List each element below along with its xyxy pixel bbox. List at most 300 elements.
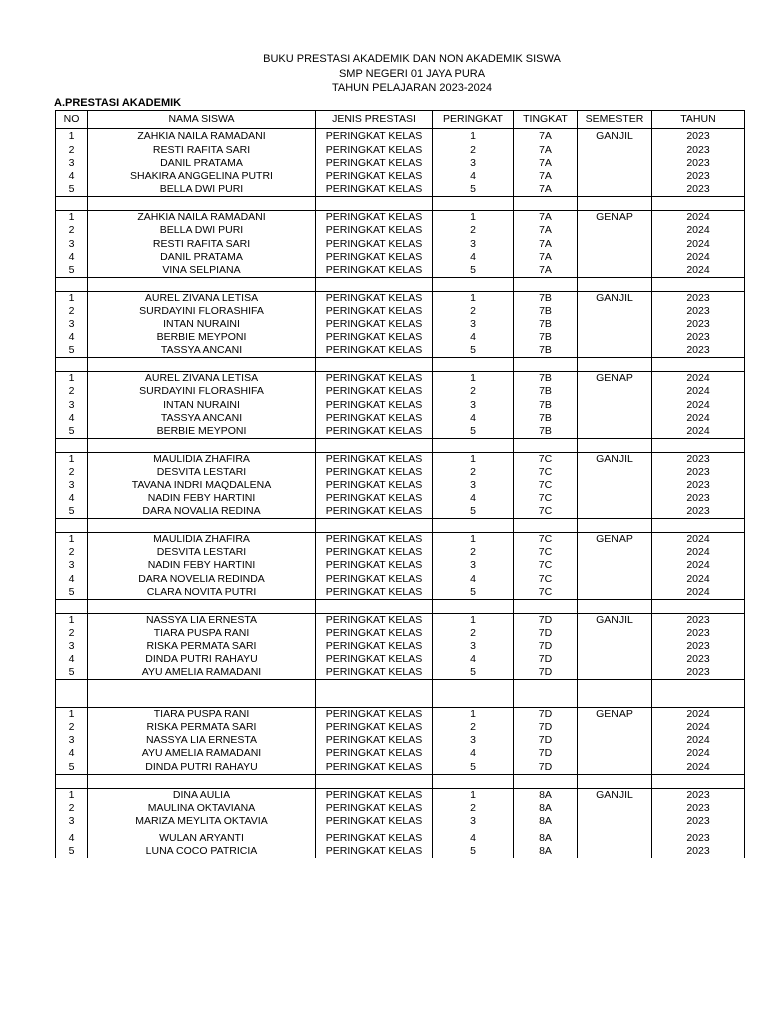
table-row — [56, 761, 745, 775]
semester — [578, 170, 652, 183]
row-number: 4 — [56, 492, 88, 505]
empty-cell — [88, 438, 316, 452]
achievement-type: PERINGKAT KELAS — [316, 708, 433, 722]
table-row — [56, 559, 745, 572]
achievement-type: PERINGKAT KELAS — [316, 721, 433, 734]
year: 2024 — [652, 573, 745, 586]
student-name: BERBIE MEYPONI — [88, 331, 316, 344]
row-number: 1 — [56, 788, 88, 802]
row-number: 3 — [56, 318, 88, 331]
semester — [578, 802, 652, 815]
year: 2024 — [652, 761, 745, 775]
table-header-row — [56, 111, 745, 129]
semester: GANJIL — [578, 129, 652, 145]
year: 2024 — [652, 425, 745, 439]
student-name: DINDA PUTRI RAHAYU — [88, 653, 316, 666]
empty-cell — [316, 519, 433, 533]
achievement-type: PERINGKAT KELAS — [316, 251, 433, 264]
rank: 3 — [433, 318, 514, 331]
separator-row — [56, 774, 745, 788]
table-row — [56, 224, 745, 237]
semester — [578, 546, 652, 559]
grade-level: 7C — [514, 573, 578, 586]
achievement-type: PERINGKAT KELAS — [316, 318, 433, 331]
table-row — [56, 640, 745, 653]
student-name: TIARA PUSPA RANI — [88, 627, 316, 640]
year: 2023 — [652, 452, 745, 466]
year: 2024 — [652, 734, 745, 747]
rank: 1 — [433, 129, 514, 145]
student-name: WULAN ARYANTI — [88, 832, 316, 845]
rank: 2 — [433, 546, 514, 559]
grade-level: 7C — [514, 586, 578, 600]
row-number: 5 — [56, 505, 88, 519]
student-name: ZAHKIA NAILA RAMADANI — [88, 129, 316, 145]
student-name: SURDAYINI FLORASHIFA — [88, 305, 316, 318]
achievement-type: PERINGKAT KELAS — [316, 832, 433, 845]
student-name: LUNA COCO PATRICIA — [88, 845, 316, 858]
semester — [578, 559, 652, 572]
table-row — [56, 747, 745, 760]
semester — [578, 747, 652, 760]
table-row — [56, 344, 745, 358]
semester — [578, 845, 652, 858]
table-row — [56, 238, 745, 251]
student-name: RESTI RAFITA SARI — [88, 144, 316, 157]
table-row — [56, 666, 745, 680]
row-number: 3 — [56, 734, 88, 747]
grade-level: 7D — [514, 653, 578, 666]
empty-cell — [88, 197, 316, 211]
student-name: NADIN FEBY HARTINI — [88, 492, 316, 505]
year: 2023 — [652, 170, 745, 183]
semester — [578, 425, 652, 439]
row-number: 3 — [56, 479, 88, 492]
achievement-type: PERINGKAT KELAS — [316, 505, 433, 519]
empty-cell — [56, 519, 88, 533]
empty-cell — [578, 197, 652, 211]
rank: 1 — [433, 291, 514, 305]
semester — [578, 238, 652, 251]
semester — [578, 157, 652, 170]
table-row — [56, 264, 745, 278]
empty-cell — [652, 438, 745, 452]
year: 2023 — [652, 318, 745, 331]
rank: 3 — [433, 399, 514, 412]
grade-level: 7D — [514, 613, 578, 627]
rank: 2 — [433, 721, 514, 734]
student-name: SHAKIRA ANGGELINA PUTRI — [88, 170, 316, 183]
grade-level: 7C — [514, 452, 578, 466]
row-number: 3 — [56, 640, 88, 653]
separator-row — [56, 197, 745, 211]
student-name: INTAN NURAINI — [88, 399, 316, 412]
table-body — [56, 111, 745, 859]
row-number: 3 — [56, 238, 88, 251]
year: 2023 — [652, 802, 745, 815]
semester: GANJIL — [578, 452, 652, 466]
empty-cell — [88, 277, 316, 291]
student-name: TAVANA INDRI MAQDALENA — [88, 479, 316, 492]
table-row — [56, 788, 745, 802]
empty-cell — [514, 680, 578, 708]
row-number: 2 — [56, 385, 88, 398]
empty-cell — [433, 599, 514, 613]
table-row — [56, 251, 745, 264]
grade-level: 7A — [514, 251, 578, 264]
grade-level: 7A — [514, 238, 578, 251]
semester — [578, 505, 652, 519]
table-row — [56, 211, 745, 225]
student-name: DANIL PRATAMA — [88, 157, 316, 170]
rank: 5 — [433, 666, 514, 680]
rank: 4 — [433, 331, 514, 344]
semester — [578, 144, 652, 157]
achievement-type: PERINGKAT KELAS — [316, 129, 433, 145]
achievement-type: PERINGKAT KELAS — [316, 653, 433, 666]
achievement-type: PERINGKAT KELAS — [316, 344, 433, 358]
rank: 1 — [433, 211, 514, 225]
empty-cell — [433, 197, 514, 211]
grade-level: 8A — [514, 802, 578, 815]
grade-level: 7B — [514, 344, 578, 358]
empty-cell — [578, 277, 652, 291]
achievement-type: PERINGKAT KELAS — [316, 452, 433, 466]
rank: 2 — [433, 144, 514, 157]
grade-level: 7D — [514, 761, 578, 775]
col-header-jenis: JENIS PRESTASI — [316, 111, 433, 129]
table-row — [56, 385, 745, 398]
student-name: NASSYA LIA ERNESTA — [88, 613, 316, 627]
empty-cell — [652, 197, 745, 211]
row-number: 5 — [56, 264, 88, 278]
empty-cell — [652, 519, 745, 533]
year: 2023 — [652, 505, 745, 519]
grade-level: 8A — [514, 845, 578, 858]
year: 2023 — [652, 640, 745, 653]
grade-level: 7A — [514, 224, 578, 237]
year: 2024 — [652, 238, 745, 251]
empty-cell — [88, 599, 316, 613]
grade-level: 7D — [514, 708, 578, 722]
col-header-semester: SEMESTER — [578, 111, 652, 129]
achievement-type: PERINGKAT KELAS — [316, 170, 433, 183]
row-number: 2 — [56, 627, 88, 640]
achievement-type: PERINGKAT KELAS — [316, 492, 433, 505]
achievement-type: PERINGKAT KELAS — [316, 291, 433, 305]
year: 2024 — [652, 546, 745, 559]
rank: 5 — [433, 425, 514, 439]
row-number: 3 — [56, 157, 88, 170]
empty-cell — [578, 358, 652, 372]
row-number: 2 — [56, 802, 88, 815]
row-number: 4 — [56, 412, 88, 425]
year: 2023 — [652, 183, 745, 197]
year: 2024 — [652, 251, 745, 264]
grade-level: 7A — [514, 264, 578, 278]
row-number: 4 — [56, 251, 88, 264]
empty-cell — [316, 438, 433, 452]
achievement-type: PERINGKAT KELAS — [316, 385, 433, 398]
empty-cell — [316, 680, 433, 708]
student-name: MAULIDIA ZHAFIRA — [88, 533, 316, 547]
achievement-type: PERINGKAT KELAS — [316, 372, 433, 386]
title-line-2: SMP NEGERI 01 JAYA PURA — [338, 67, 486, 80]
year: 2023 — [652, 157, 745, 170]
achievement-type: PERINGKAT KELAS — [316, 845, 433, 858]
row-number: 4 — [56, 331, 88, 344]
table-row — [56, 452, 745, 466]
table-row — [56, 586, 745, 600]
empty-cell — [514, 197, 578, 211]
row-number: 2 — [56, 144, 88, 157]
rank: 5 — [433, 264, 514, 278]
grade-level: 7C — [514, 466, 578, 479]
semester — [578, 627, 652, 640]
student-name: CLARA NOVITA PUTRI — [88, 586, 316, 600]
grade-level: 7C — [514, 505, 578, 519]
separator-row — [56, 519, 745, 533]
semester — [578, 264, 652, 278]
semester — [578, 344, 652, 358]
empty-cell — [316, 277, 433, 291]
achievement-type: PERINGKAT KELAS — [316, 466, 433, 479]
empty-cell — [652, 277, 745, 291]
student-name: DINA AULIA — [88, 788, 316, 802]
row-number: 1 — [56, 452, 88, 466]
col-header-tahun: TAHUN — [652, 111, 745, 129]
row-number: 4 — [56, 832, 88, 845]
table-row — [56, 573, 745, 586]
rank: 2 — [433, 627, 514, 640]
table-row — [56, 613, 745, 627]
row-number: 5 — [56, 761, 88, 775]
student-name: BELLA DWI PURI — [88, 224, 316, 237]
student-name: MAULIDIA ZHAFIRA — [88, 452, 316, 466]
rank: 2 — [433, 305, 514, 318]
table-row — [56, 505, 745, 519]
empty-cell — [88, 519, 316, 533]
year: 2024 — [652, 412, 745, 425]
separator-row — [56, 358, 745, 372]
rank: 3 — [433, 559, 514, 572]
student-name: NADIN FEBY HARTINI — [88, 559, 316, 572]
table-row — [56, 546, 745, 559]
year: 2023 — [652, 466, 745, 479]
student-name: TASSYA ANCANI — [88, 412, 316, 425]
year: 2024 — [652, 747, 745, 760]
grade-level: 7C — [514, 559, 578, 572]
rank: 3 — [433, 815, 514, 828]
row-number: 4 — [56, 170, 88, 183]
grade-level: 7D — [514, 627, 578, 640]
year: 2023 — [652, 344, 745, 358]
semester — [578, 586, 652, 600]
rank: 4 — [433, 747, 514, 760]
achievement-type: PERINGKAT KELAS — [316, 734, 433, 747]
grade-level: 8A — [514, 832, 578, 845]
year: 2024 — [652, 399, 745, 412]
empty-cell — [88, 358, 316, 372]
student-name: VINA SELPIANA — [88, 264, 316, 278]
rank: 5 — [433, 586, 514, 600]
empty-cell — [56, 680, 88, 708]
row-number: 4 — [56, 653, 88, 666]
year: 2023 — [652, 129, 745, 145]
year: 2023 — [652, 305, 745, 318]
year: 2024 — [652, 372, 745, 386]
rank: 3 — [433, 479, 514, 492]
student-name: SURDAYINI FLORASHIFA — [88, 385, 316, 398]
grade-level: 7C — [514, 479, 578, 492]
achievement-type: PERINGKAT KELAS — [316, 666, 433, 680]
student-name: MARIZA MEYLITA OKTAVIA — [88, 815, 316, 828]
rank: 5 — [433, 845, 514, 858]
col-header-no: NO — [56, 111, 88, 129]
empty-cell — [56, 774, 88, 788]
table-row — [56, 305, 745, 318]
achievement-type: PERINGKAT KELAS — [316, 211, 433, 225]
semester: GANJIL — [578, 291, 652, 305]
student-name: TIARA PUSPA RANI — [88, 708, 316, 722]
student-name: RISKA PERMATA SARI — [88, 721, 316, 734]
table-row — [56, 815, 745, 828]
achievement-type: PERINGKAT KELAS — [316, 613, 433, 627]
table-row — [56, 466, 745, 479]
empty-cell — [652, 599, 745, 613]
achievement-table — [55, 110, 745, 858]
row-number: 1 — [56, 211, 88, 225]
grade-level: 7D — [514, 734, 578, 747]
row-number: 5 — [56, 666, 88, 680]
year: 2023 — [652, 845, 745, 858]
col-header-nama: NAMA SISWA — [88, 111, 316, 129]
achievement-type: PERINGKAT KELAS — [316, 815, 433, 828]
table-row — [56, 399, 745, 412]
empty-cell — [88, 774, 316, 788]
year: 2024 — [652, 708, 745, 722]
grade-level: 7B — [514, 385, 578, 398]
grade-level: 7D — [514, 666, 578, 680]
semester — [578, 305, 652, 318]
row-number: 1 — [56, 291, 88, 305]
semester: GENAP — [578, 372, 652, 386]
separator-row — [56, 680, 745, 708]
empty-cell — [652, 358, 745, 372]
rank: 3 — [433, 640, 514, 653]
rank: 2 — [433, 224, 514, 237]
table-row — [56, 479, 745, 492]
rank: 5 — [433, 344, 514, 358]
year: 2024 — [652, 721, 745, 734]
empty-cell — [316, 599, 433, 613]
student-name: DINDA PUTRI RAHAYU — [88, 761, 316, 775]
semester — [578, 653, 652, 666]
rank: 4 — [433, 573, 514, 586]
rank: 2 — [433, 802, 514, 815]
achievement-type: PERINGKAT KELAS — [316, 559, 433, 572]
row-number: 2 — [56, 224, 88, 237]
col-header-tingkat: TINGKAT — [514, 111, 578, 129]
achievement-type: PERINGKAT KELAS — [316, 224, 433, 237]
table-row — [56, 331, 745, 344]
year: 2024 — [652, 264, 745, 278]
year: 2023 — [652, 479, 745, 492]
semester — [578, 815, 652, 828]
grade-level: 7A — [514, 144, 578, 157]
semester — [578, 466, 652, 479]
row-number: 2 — [56, 466, 88, 479]
achievement-type: PERINGKAT KELAS — [316, 546, 433, 559]
empty-cell — [88, 680, 316, 708]
achievement-type: PERINGKAT KELAS — [316, 238, 433, 251]
table-row — [56, 627, 745, 640]
empty-cell — [514, 438, 578, 452]
rank: 4 — [433, 251, 514, 264]
separator-row — [56, 438, 745, 452]
year: 2023 — [652, 291, 745, 305]
grade-level: 7B — [514, 425, 578, 439]
rank: 4 — [433, 653, 514, 666]
table-row — [56, 653, 745, 666]
grade-level: 7D — [514, 747, 578, 760]
achievement-type: PERINGKAT KELAS — [316, 802, 433, 815]
grade-level: 7B — [514, 331, 578, 344]
student-name: DANIL PRATAMA — [88, 251, 316, 264]
table-row — [56, 492, 745, 505]
grade-level: 7C — [514, 492, 578, 505]
table-row — [56, 734, 745, 747]
semester — [578, 492, 652, 505]
rank: 4 — [433, 832, 514, 845]
student-name: RISKA PERMATA SARI — [88, 640, 316, 653]
empty-cell — [316, 774, 433, 788]
student-name: ZAHKIA NAILA RAMADANI — [88, 211, 316, 225]
grade-level: 7D — [514, 640, 578, 653]
semester — [578, 224, 652, 237]
year: 2023 — [652, 815, 745, 828]
empty-cell — [433, 277, 514, 291]
row-number: 1 — [56, 708, 88, 722]
table-row — [56, 845, 745, 858]
table-row — [56, 802, 745, 815]
empty-cell — [56, 197, 88, 211]
rank: 4 — [433, 492, 514, 505]
empty-cell — [578, 519, 652, 533]
achievement-type: PERINGKAT KELAS — [316, 627, 433, 640]
semester — [578, 412, 652, 425]
semester: GENAP — [578, 708, 652, 722]
achievement-type: PERINGKAT KELAS — [316, 157, 433, 170]
achievement-type: PERINGKAT KELAS — [316, 399, 433, 412]
rank: 3 — [433, 157, 514, 170]
semester — [578, 251, 652, 264]
row-number: 5 — [56, 845, 88, 858]
year: 2023 — [652, 613, 745, 627]
table-row — [56, 412, 745, 425]
rank: 1 — [433, 372, 514, 386]
empty-cell — [514, 519, 578, 533]
achievement-type: PERINGKAT KELAS — [316, 640, 433, 653]
year: 2023 — [652, 331, 745, 344]
row-number: 1 — [56, 613, 88, 627]
semester — [578, 399, 652, 412]
table-row — [56, 708, 745, 722]
row-number: 2 — [56, 305, 88, 318]
grade-level: 7B — [514, 412, 578, 425]
achievement-type: PERINGKAT KELAS — [316, 425, 433, 439]
row-number: 5 — [56, 344, 88, 358]
